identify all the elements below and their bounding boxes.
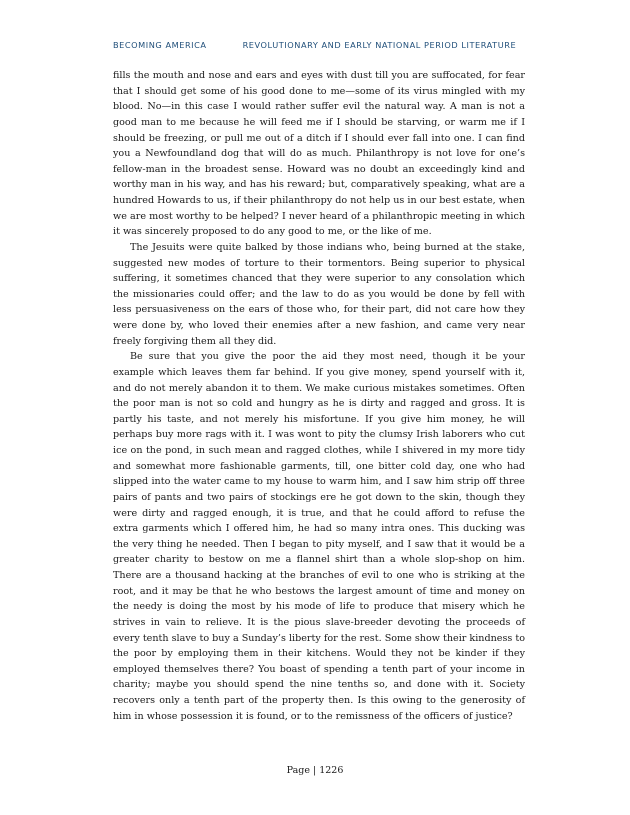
paragraph-charity: Be sure that you give the poor the aid they most need, though it be your example which leaves them far behind. If you give money, spend yourself with it, and do not merely abandon it to them. We make curious mistakes sometimes. Often the poor man is not so cold and hungry as he is dirty and ragged and gross. It is partly his taste, and not merely his misfortune. If you give him money, he will perhaps buy more rags with it. I was wont to pity the clumsy Irish laborers who cut ice on the pond, in such mean and ragged clothes, while I shivered in my more tidy and somewhat more fashionable garments, till, one bitter cold day, one who had slipped into the water came to my house to warm him, and I saw him strip off three pairs of pants and two pairs of stockings ere he got down to the skin, though they were dirty and ragged enough, it is true, and that he could afford to refuse the extra garments which I offered him, he had so many intra ones. This ducking was the very thing he needed. Then I began to pity myself, and I saw that it would be a greater charity to bestow on me a flannel shirt than a whole slop-shop on him. There are a thousand hacking at the branches of evil to one who is striking at the root, and it may be that he who bestows the largest amount of time and money on the needy is doing the most by his mode of life to produce that misery which he strives in vain to relieve. It is the pious slave-breeder devoting the proceeds of every tenth slave to buy a Sunday’s liberty for the rest. Some show their kindness to the poor by employing them in their kitchens. Would they not be kinder if they employed themselves there? You boast of spending a tenth part of your income in charity; maybe you should spend the nine tenths so, and done with it. Society recovers only a tenth part of the property then. Is this owing to the generosity of him in whose possession it is found, or to the remissness of the officers of justice? xyxy=(113,351,526,722)
body-text xyxy=(113,68,525,724)
paragraph-jesuits: The Jesuits were quite balked by those indians who, being burned at the stake, suggested new modes of torture to their tormentors. Being superior to physical suffering, it sometimes chanced that they were superior to any consolation which the missionaries could offer; and the law to do as you would be done by fell with less persuasiveness on the ears of those who, for their part, did not care how they were done by, who loved their enemies after a new fashion, and came very near freely forgiving them all they did. xyxy=(113,241,525,347)
book-title: BECOMING AMERICA xyxy=(113,40,207,50)
section-title: REVOLUTIONARY AND EARLY NATIONAL PERIOD LITERATURE xyxy=(242,40,517,50)
page-number: Page | 1226 xyxy=(286,765,344,776)
running-header xyxy=(113,40,533,50)
paragraph-continued: fills the mouth and nose and ears and eyes with dust till you are suffocated, for fear that I should get some of his good done to me—some of its virus mingled with my blood. No—in this case I would rather suffer evil the natural way. A man is not a good man to me because he will feed me if I should be starving, or warm me if I should be freezing, or pull me out of a ditch if I should ever fall into one. I can find you a Newfoundland dog that will do as much. Philanthropy is not love for one’s fellow-man in the broadest sense. Howard was no doubt an exceedingly kind and worthy man in his way, and has his reward; but, comparatively speaking, what are a hundred Howards to us, if their philanthropy do not help us in our best estate, when we are most worthy to be helped? I never heard of a philanthropic meeting in which it was sincerely proposed to do any good to me, or the like of me. xyxy=(113,70,525,238)
